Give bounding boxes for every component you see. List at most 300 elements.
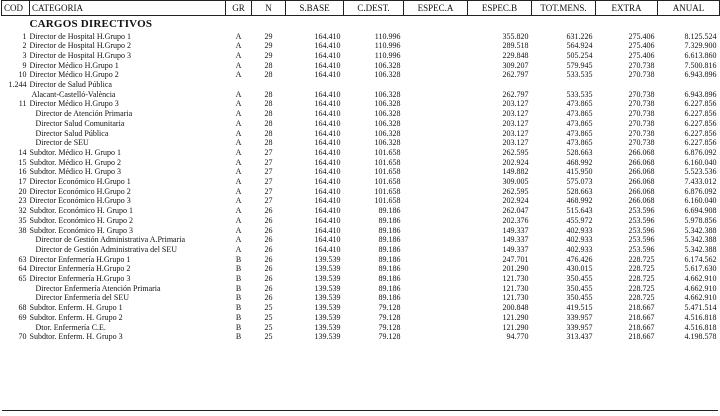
table-row: [2, 177, 720, 187]
row-sbase: 139.539: [314, 332, 341, 342]
row-gr: A: [235, 196, 242, 206]
row-espec-b: 149.337: [502, 235, 529, 245]
row-extra: 266.068: [628, 196, 655, 206]
row-tot-mens: 579.945: [566, 60, 593, 70]
row-anual: 4.198.578: [684, 332, 717, 342]
row-gr: A: [235, 225, 242, 235]
row-n: 26: [264, 235, 273, 245]
row-extra: 266.068: [628, 177, 655, 187]
table-row: [2, 51, 720, 61]
col-header-gr: GR: [226, 1, 252, 16]
row-tot-mens: 430.015: [566, 264, 593, 274]
row-cod: [2, 129, 30, 139]
row-anual: 4.516.818: [684, 312, 717, 322]
row-category: Director Enfermería del SEU: [35, 293, 130, 303]
table-row: [2, 148, 720, 158]
row-cdest: 89.186: [378, 274, 401, 284]
row-espec-b: 149.882: [502, 167, 529, 177]
row-tot-mens: 339.957: [566, 322, 593, 332]
row-espec-b: 203.127: [502, 109, 529, 119]
col-header-cod: COD: [2, 1, 30, 16]
row-cod: [2, 90, 30, 100]
row-extra: 253.596: [628, 215, 655, 225]
table-row: [2, 332, 720, 342]
row-gr: B: [235, 293, 242, 303]
row-cod: 10: [18, 70, 27, 80]
row-gr: A: [235, 31, 242, 41]
row-espec-a: [404, 226, 468, 236]
row-category: Director de Hospital H.Grupo 1: [29, 31, 132, 41]
row-espec-b: 355.820: [502, 31, 529, 41]
row-espec-a: [404, 41, 468, 51]
table-row: [2, 158, 720, 168]
row-espec-a: [404, 235, 468, 245]
row-category: Subdtor. Enferm. H. Grupo 1: [29, 303, 123, 313]
row-tot-mens: 533.535: [566, 89, 593, 99]
row-cod: [2, 323, 30, 333]
row-cod: [2, 119, 30, 129]
row-espec-b: [468, 80, 532, 90]
row-cdest: [344, 80, 404, 90]
row-anual: 5.342.388: [684, 225, 717, 235]
row-cod: 17: [18, 177, 27, 187]
row-sbase: 139.539: [314, 322, 341, 332]
row-sbase: 164.410: [314, 147, 341, 157]
row-n: 29: [264, 31, 273, 41]
table-row: [2, 206, 720, 216]
row-anual: 7.433.012: [684, 177, 717, 187]
row-n: 26: [264, 264, 273, 274]
row-gr: B: [235, 303, 242, 313]
row-n: 25: [264, 332, 273, 342]
table-row: [2, 138, 720, 148]
row-anual: 6.876.092: [684, 147, 717, 157]
row-category: Director Médico H.Grupo 2: [29, 70, 119, 80]
table-row: [2, 99, 720, 109]
row-cod: [2, 293, 30, 303]
row-espec-b: 121.290: [502, 322, 529, 332]
row-anual: 6.160.040: [684, 157, 717, 167]
row-espec-b: 203.127: [502, 99, 529, 109]
row-cod: 3: [22, 50, 27, 60]
row-sbase: 164.410: [314, 89, 341, 99]
row-extra: 275.406: [628, 50, 655, 60]
row-cod: 15: [18, 157, 27, 167]
row-category: Director de Gestión Administrativa A.Primaria: [35, 235, 186, 245]
row-cdest: 89.186: [378, 225, 401, 235]
row-espec-a: [404, 323, 468, 333]
row-category: Subdtor. Económico H. Grupo 1: [29, 206, 134, 216]
row-cdest: 106.328: [374, 60, 401, 70]
row-sbase: [286, 80, 344, 90]
row-category: Subdtor. Económico H. Grupo 2: [29, 215, 134, 225]
row-espec-b: 202.924: [502, 196, 529, 206]
row-extra: 253.596: [628, 206, 655, 216]
row-tot-mens: 528.663: [566, 186, 593, 196]
row-tot-mens: 528.663: [566, 147, 593, 157]
row-tot-mens: 402.933: [566, 225, 593, 235]
row-anual: 6.227.856: [684, 118, 717, 128]
table-row: [2, 61, 720, 71]
section-row: [2, 16, 720, 32]
col-header-cdest: C.DEST.: [344, 1, 404, 16]
table-row: [2, 255, 720, 265]
table-row: [2, 264, 720, 274]
row-espec-a: [404, 293, 468, 303]
row-tot-mens: 350.455: [566, 274, 593, 284]
col-header-tot-mens: TOT.MENS.: [532, 1, 596, 16]
table-row: [2, 293, 720, 303]
row-gr: B: [235, 283, 242, 293]
row-sbase: 164.410: [314, 244, 341, 254]
row-gr: A: [235, 109, 242, 119]
row-espec-b: 121.730: [502, 293, 529, 303]
row-tot-mens: 350.455: [566, 293, 593, 303]
table-row: [2, 119, 720, 129]
row-extra: 266.068: [628, 186, 655, 196]
row-espec-b: 247.701: [502, 254, 529, 264]
row-anual: 4.516.818: [684, 322, 717, 332]
row-tot-mens: 468.992: [566, 157, 593, 167]
row-category: Director Médico H.Grupo 3: [29, 99, 119, 109]
table-row: [2, 187, 720, 197]
row-extra: 218.667: [628, 303, 655, 313]
section-title: CARGOS DIRECTIVOS: [29, 17, 153, 30]
col-header-n: N: [252, 1, 286, 16]
row-cdest: 89.186: [378, 254, 401, 264]
row-cdest: 89.186: [378, 293, 401, 303]
row-anual: 6.227.856: [684, 99, 717, 109]
row-espec-b: 121.730: [502, 283, 529, 293]
row-gr: A: [235, 50, 242, 60]
row-cod: 64: [18, 264, 27, 274]
row-category: Director de Hospital H.Grupo 3: [29, 50, 132, 60]
table-row: [2, 274, 720, 284]
row-gr: [226, 80, 252, 90]
row-category: Subdtor. Económico H. Grupo 3: [29, 225, 134, 235]
row-tot-mens: 533.535: [566, 70, 593, 80]
row-sbase: 164.410: [314, 157, 341, 167]
row-extra: 228.725: [628, 274, 655, 284]
row-espec-b: 121.730: [502, 274, 529, 284]
row-gr: A: [235, 186, 242, 196]
row-anual: 6.613.860: [684, 50, 717, 60]
row-espec-a: [404, 51, 468, 61]
row-cdest: 106.328: [374, 128, 401, 138]
col-header-espec-b: ESPEC.B: [468, 1, 532, 16]
row-n: 28: [264, 138, 273, 148]
row-cod: [2, 109, 30, 119]
row-gr: A: [235, 128, 242, 138]
row-espec-a: [404, 196, 468, 206]
row-category: Director Enfermería H.Grupo 1: [29, 254, 131, 264]
row-tot-mens: 402.933: [566, 235, 593, 245]
row-sbase: 164.410: [314, 167, 341, 177]
row-category: Director Enfermería H.Grupo 2: [29, 264, 131, 274]
row-sbase: 164.410: [314, 109, 341, 119]
row-gr: A: [235, 244, 242, 254]
row-gr: B: [235, 254, 242, 264]
row-anual: 6.227.856: [684, 128, 717, 138]
row-cdest: 89.186: [378, 215, 401, 225]
row-anual: 5.471.514: [684, 303, 717, 313]
row-espec-a: [404, 129, 468, 139]
row-espec-a: [404, 80, 468, 90]
row-extra: 218.667: [628, 312, 655, 322]
row-cod: 69: [18, 312, 27, 322]
row-espec-a: [404, 109, 468, 119]
row-espec-b: 201.290: [502, 264, 529, 274]
row-extra: [596, 80, 658, 90]
row-category: Alacant-Castelló-València: [31, 89, 116, 99]
row-extra: 218.667: [628, 322, 655, 332]
row-espec-b: 121.290: [502, 312, 529, 322]
row-tot-mens: 419.515: [566, 303, 593, 313]
row-sbase: 139.539: [314, 254, 341, 264]
row-cdest: 101.658: [374, 177, 401, 187]
row-category: Director Salud Comunitaria: [35, 118, 125, 128]
col-header-anual: ANUAL: [658, 1, 720, 16]
table-row: [2, 313, 720, 323]
row-cod: 14: [18, 147, 27, 157]
row-category: Subdtor. Médico H. Grupo 2: [29, 157, 122, 167]
row-tot-mens: 350.455: [566, 283, 593, 293]
row-extra: 270.738: [628, 118, 655, 128]
row-extra: 266.068: [628, 167, 655, 177]
row-cod: 68: [18, 303, 27, 313]
row-cod: 1: [22, 31, 27, 41]
row-category: Director de Gestión Administrativa del SEU: [35, 244, 178, 254]
row-espec-a: [404, 274, 468, 284]
row-sbase: 164.410: [314, 215, 341, 225]
row-tot-mens: 468.992: [566, 196, 593, 206]
row-gr: A: [235, 235, 242, 245]
row-gr: B: [235, 332, 242, 342]
row-espec-b: 149.337: [502, 225, 529, 235]
row-sbase: 164.410: [314, 128, 341, 138]
row-sbase: 139.539: [314, 283, 341, 293]
row-espec-b: 202.376: [502, 215, 529, 225]
table-row: [2, 196, 720, 206]
row-extra: 270.738: [628, 99, 655, 109]
table-row: [2, 129, 720, 139]
table-row: [2, 90, 720, 100]
row-cod: 32: [18, 206, 27, 216]
row-tot-mens: 575.073: [566, 177, 593, 187]
row-cdest: 101.658: [374, 167, 401, 177]
row-category: Director Económico H.Grupo 2: [29, 186, 131, 196]
row-extra: 253.596: [628, 225, 655, 235]
row-category: Director Médico H.Grupo 1: [29, 60, 119, 70]
row-espec-a: [404, 70, 468, 80]
row-n: 27: [264, 167, 273, 177]
row-cdest: 106.328: [374, 99, 401, 109]
row-sbase: 164.410: [314, 41, 341, 51]
table-row: [2, 41, 720, 51]
row-tot-mens: 402.933: [566, 244, 593, 254]
row-n: 26: [264, 283, 273, 293]
row-espec-b: 262.047: [502, 206, 529, 216]
row-anual: 6.227.856: [684, 109, 717, 119]
row-cdest: 106.328: [374, 70, 401, 80]
row-n: 28: [264, 60, 273, 70]
row-extra: 270.738: [628, 109, 655, 119]
row-extra: 228.725: [628, 283, 655, 293]
row-cod: 20: [18, 186, 27, 196]
row-gr: A: [235, 99, 242, 109]
row-sbase: 164.410: [314, 235, 341, 245]
row-tot-mens: 473.865: [566, 138, 593, 148]
row-espec-a: [404, 177, 468, 187]
row-espec-b: 229.848: [502, 50, 529, 60]
row-tot-mens: 476.426: [566, 254, 593, 264]
row-cod: 63: [18, 254, 27, 264]
row-anual: 5.342.388: [684, 244, 717, 254]
row-cod: 1.244: [8, 80, 27, 90]
row-gr: A: [235, 60, 242, 70]
row-n: 27: [264, 147, 273, 157]
row-espec-a: [404, 187, 468, 197]
row-n: 26: [264, 225, 273, 235]
row-tot-mens: 515.643: [566, 206, 593, 216]
row-sbase: 164.410: [314, 50, 341, 60]
row-extra: 270.738: [628, 60, 655, 70]
row-cdest: 110.996: [374, 50, 401, 60]
row-n: 28: [264, 70, 273, 80]
row-cdest: 101.658: [374, 157, 401, 167]
row-espec-b: 289.518: [502, 41, 529, 51]
row-category: Director de Salud Pública: [29, 80, 112, 90]
row-espec-a: [404, 158, 468, 168]
row-tot-mens: 313.437: [566, 332, 593, 342]
row-extra: 218.667: [628, 332, 655, 342]
row-espec-b: 200.848: [502, 303, 529, 313]
row-sbase: 164.410: [314, 138, 341, 148]
row-sbase: 139.539: [314, 264, 341, 274]
row-category: Director Económico H.Grupo 3: [29, 196, 131, 206]
row-extra: 266.068: [628, 147, 655, 157]
row-cod: 38: [18, 225, 27, 235]
row-anual: 5.342.388: [684, 235, 717, 245]
row-anual: 6.943.896: [684, 89, 717, 99]
row-tot-mens: 473.865: [566, 109, 593, 119]
row-extra: 270.738: [628, 89, 655, 99]
table-row: [2, 109, 720, 119]
row-gr: A: [235, 41, 242, 51]
table-row: [2, 70, 720, 80]
row-cdest: 101.658: [374, 147, 401, 157]
row-n: 27: [264, 157, 273, 167]
row-espec-a: [404, 332, 468, 342]
row-gr: A: [235, 147, 242, 157]
row-gr: A: [235, 206, 242, 216]
table-row: [2, 32, 720, 42]
row-sbase: 164.410: [314, 31, 341, 41]
row-n: 25: [264, 312, 273, 322]
row-cdest: 89.186: [378, 235, 401, 245]
col-header-categoria: CATEGORIA: [30, 1, 226, 16]
row-espec-a: [404, 99, 468, 109]
row-cdest: 106.328: [374, 109, 401, 119]
row-tot-mens: 473.865: [566, 128, 593, 138]
row-n: 28: [264, 118, 273, 128]
row-n: 28: [264, 89, 273, 99]
row-n: 29: [264, 41, 273, 51]
row-anual: 4.662.910: [684, 283, 717, 293]
row-cdest: 110.996: [374, 31, 401, 41]
row-tot-mens: 339.957: [566, 312, 593, 322]
row-gr: A: [235, 89, 242, 99]
row-anual: 4.662.910: [684, 293, 717, 303]
row-n: 26: [264, 254, 273, 264]
row-espec-b: 262.797: [502, 89, 529, 99]
row-n: 25: [264, 322, 273, 332]
row-sbase: 164.410: [314, 60, 341, 70]
row-espec-b: 203.127: [502, 118, 529, 128]
row-category: Director Enfermería Atención Primaria: [35, 283, 161, 293]
row-category: Subdtor. Enferm. H. Grupo 3: [29, 332, 123, 342]
table-row: [2, 245, 720, 255]
row-espec-a: [404, 284, 468, 294]
row-sbase: 139.539: [314, 293, 341, 303]
row-espec-a: [404, 313, 468, 323]
row-anual: 6.174.562: [684, 254, 717, 264]
row-anual: 7.329.900: [684, 41, 717, 51]
row-category: Director de SEU: [35, 138, 89, 148]
row-gr: B: [235, 322, 242, 332]
row-n: [252, 80, 286, 90]
col-header-sbase: S.BASE: [286, 1, 344, 16]
table-row: [2, 226, 720, 236]
salary-table: [1, 0, 720, 342]
row-cod: [2, 138, 30, 148]
row-extra: 228.725: [628, 254, 655, 264]
col-header-espec-a: ESPEC.A: [404, 1, 468, 16]
row-espec-a: [404, 303, 468, 313]
row-cdest: 79.128: [378, 312, 401, 322]
row-anual: 5.523.536: [684, 167, 717, 177]
row-cod: 9: [22, 60, 27, 70]
header-row: [2, 1, 720, 16]
row-espec-b: 262.797: [502, 70, 529, 80]
row-extra: 270.738: [628, 70, 655, 80]
row-espec-b: 262.595: [502, 186, 529, 196]
table-row: [2, 80, 720, 90]
row-anual: 5.617.630: [684, 264, 717, 274]
row-extra: 253.596: [628, 244, 655, 254]
row-extra: 270.738: [628, 128, 655, 138]
row-cod: 70: [18, 332, 27, 342]
row-espec-b: 309.005: [502, 177, 529, 187]
bottom-rule: [2, 410, 718, 411]
row-gr: A: [235, 138, 242, 148]
row-cdest: 89.186: [378, 283, 401, 293]
row-sbase: 164.410: [314, 225, 341, 235]
row-tot-mens: 415.950: [566, 167, 593, 177]
row-n: 28: [264, 128, 273, 138]
row-n: 26: [264, 206, 273, 216]
row-category: Subdtor. Médico H. Grupo 3: [29, 167, 122, 177]
table-row: [2, 167, 720, 177]
row-cdest: 89.186: [378, 244, 401, 254]
row-tot-mens: 631.226: [566, 31, 593, 41]
row-n: 26: [264, 293, 273, 303]
row-anual: 6.876.092: [684, 186, 717, 196]
row-espec-a: [404, 206, 468, 216]
row-anual: 6.943.896: [684, 70, 717, 80]
row-espec-b: 309.207: [502, 60, 529, 70]
row-espec-b: 149.337: [502, 244, 529, 254]
